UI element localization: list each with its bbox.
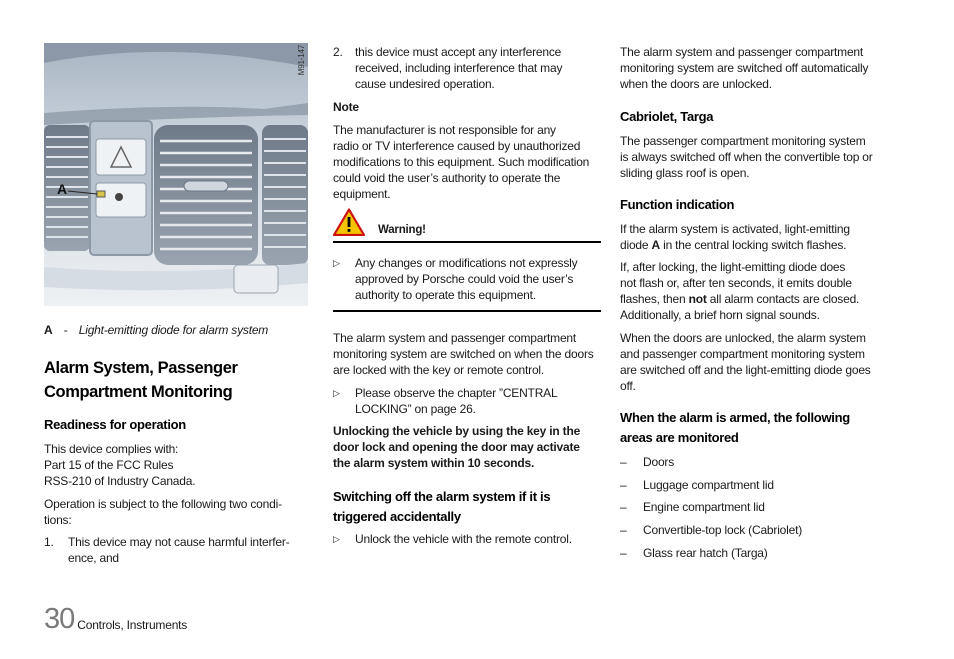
compliance-text: This device complies with: Part 15 of the FCC Rules RSS-210 of Industry Canada. [44, 442, 196, 488]
list-number: 1. [44, 535, 54, 549]
cabriolet-text: The passenger compartment monitoring system is always switched off when the convertible top or sliding glass roof is open. [620, 134, 873, 180]
auto-off-text: The alarm system and passenger compartment monitoring system are switched off automatically when the doors are unlocked. [620, 45, 869, 91]
unlock-remote-step: ▷ Unlock the vehicle with the remote control. [333, 532, 572, 546]
warning-icon [333, 208, 365, 236]
dashboard-vent-illustration [44, 43, 308, 306]
list-item: – Doors [620, 455, 675, 469]
readiness-heading: Readiness for operation [44, 417, 186, 432]
warning-label: Warning! [378, 224, 426, 236]
figure-caption: A - Light-emitting diode for alarm system [44, 323, 269, 337]
figure-code: M91-147 [297, 45, 306, 76]
cabriolet-heading: Cabriolet, Targa [620, 109, 714, 124]
list-item: – Glass rear hatch (Targa) [620, 546, 768, 560]
warning-text: ▷ Any changes or modifications not expressly approved by Porsche could void the user’s authority to operate this equipment. [333, 256, 578, 302]
switched-on-text: The alarm system and passenger compartment monitoring system are switched on when the doors are locked with the key or remote control. [333, 331, 594, 377]
armed-heading: When the alarm is armed, the following areas are monitored [620, 410, 850, 445]
list-item: – Convertible-top lock (Cabriolet) [620, 523, 802, 537]
unlocking-warning-text: Unlocking the vehicle by using the key in the door lock and opening the door may activate the alarm system within 10 seconds. [333, 424, 581, 470]
triangle-bullet-icon: ▷ [333, 534, 340, 544]
note-heading: Note [333, 100, 359, 114]
list-number: 2. [333, 45, 343, 59]
function-heading: Function indication [620, 197, 735, 212]
switchoff-heading: Switching off the alarm system if it is triggered accidentally [333, 489, 551, 524]
section-title: Alarm System, Passenger Compartment Monitoring [44, 359, 238, 401]
section-name: Controls, Instruments [77, 618, 188, 632]
conditions-text: Operation is subject to the following two condi- tions: [44, 497, 282, 527]
caption-text: Light-emitting diode for alarm system [78, 323, 269, 337]
list-item: – Engine compartment lid [620, 500, 765, 514]
locking-text: If, after locking, the light-emitting diode does not flash or, after ten seconds, it emits double flashes, then not all alarm contacts are closed. Additionally, a brief horn signal sounds. [620, 260, 860, 322]
page-footer [44, 604, 187, 634]
list-item-1: 1. This device may not cause harmful interfer- ence, and [44, 535, 290, 565]
unlocked-text: When the doors are unlocked, the alarm system and passenger compartment monitoring system are switched off and the light-emitting diode goes off. [620, 331, 871, 393]
function-text: If the alarm system is activated, light-emitting diode A in the central locking switch flashes. [620, 222, 850, 252]
warning-bottom-rule [333, 310, 601, 312]
caption-letter: A [44, 323, 53, 337]
triangle-bullet-icon: ▷ [333, 258, 340, 268]
list-item-2: 2. this device must accept any interference received, including interference that may cause undesired operation. [333, 45, 563, 91]
chapter-reference: ▷ Please observe the chapter ”CENTRAL LOCKING” on page 26. [333, 386, 558, 416]
triangle-bullet-icon: ▷ [333, 388, 340, 398]
list-item: – Luggage compartment lid [620, 478, 774, 492]
page-number: 30 [44, 603, 75, 635]
warning-top-rule [333, 241, 601, 243]
note-text: The manufacturer is not responsible for any radio or TV interference caused by unauthorized modifications to this equipment. Such modification could void the user’s authority to operate the equipment. [333, 123, 590, 201]
callout-letter: A [57, 181, 67, 197]
dashboard-figure [44, 43, 308, 306]
